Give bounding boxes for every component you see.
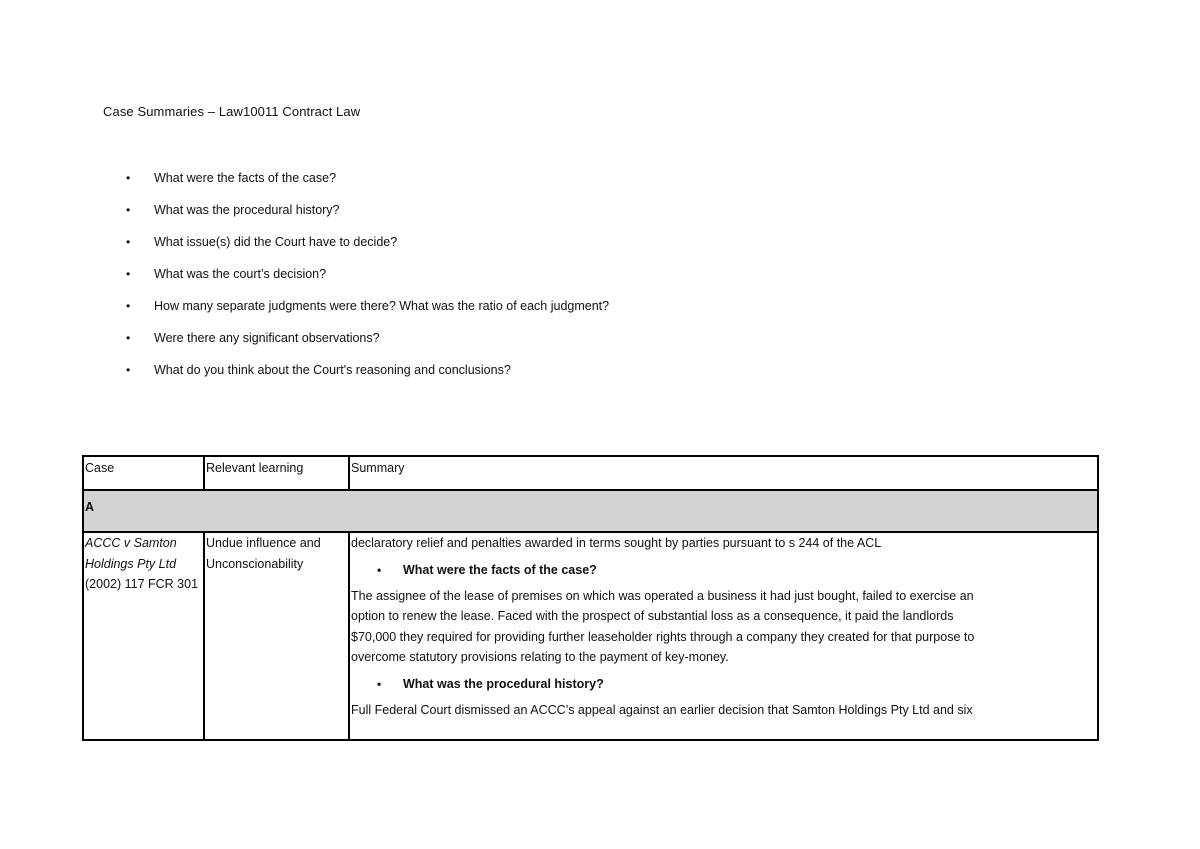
bullet-icon: • xyxy=(126,171,131,185)
question-text: Were there any significant observations? xyxy=(154,331,380,345)
bullet-icon: • xyxy=(126,267,131,281)
question-text: What were the facts of the case? xyxy=(154,171,337,185)
history-line: Full Federal Court dismissed an ACCC’s appeal against an earlier decision that Samton Holdings Pty Ltd and six xyxy=(351,702,973,717)
history-heading-text: What was the procedural history? xyxy=(403,676,604,691)
document-title: Case Summaries – Law10011 Contract Law xyxy=(103,104,361,119)
header-summary: Summary xyxy=(349,456,1098,490)
table-header-row xyxy=(83,456,1098,490)
question-text: What was the procedural history? xyxy=(154,203,340,217)
header-learning: Relevant learning xyxy=(204,456,349,490)
summary-intro: declaratory relief and penalties awarded in terms sought by parties pursuant to s 244 of the ACL xyxy=(351,536,882,550)
facts-line: $70,000 they required for providing further leaseholder rights through a company they created for that purpose to xyxy=(351,629,975,644)
header-case: Case xyxy=(83,456,204,490)
bullet-icon: • xyxy=(126,363,131,377)
facts-paragraph xyxy=(351,586,1096,668)
bullet-icon: • xyxy=(126,299,131,313)
question-text: How many separate judgments were there? What was the ratio of each judgment? xyxy=(154,299,610,313)
case-table xyxy=(82,455,1099,741)
section-letter: A xyxy=(83,490,1098,532)
facts-line: option to renew the lease. Faced with the prospect of substantial loss as a consequence, it paid the landlords xyxy=(351,609,954,623)
case-name: ACCC v Samton Holdings Pty Ltd xyxy=(85,536,177,571)
case-citation: (2002) 117 FCR 301 xyxy=(85,577,199,591)
question-text: What was the court’s decision? xyxy=(154,267,327,281)
table-row xyxy=(83,532,1098,740)
case-cell xyxy=(83,532,204,740)
facts-heading xyxy=(351,554,1096,586)
bullet-icon: • xyxy=(126,331,131,345)
facts-line: The assignee of the lease of premises on which was operated a business it had just bought, failed to exercise an xyxy=(351,588,974,603)
bullet-icon: • xyxy=(126,235,131,249)
summary-cell xyxy=(349,532,1098,740)
question-text: What issue(s) did the Court have to decide? xyxy=(154,235,398,249)
facts-line: overcome statutory provisions relating to the payment of key-money. xyxy=(351,650,729,664)
facts-heading-text: What were the facts of the case? xyxy=(403,562,597,577)
section-row xyxy=(83,490,1098,532)
bullet-icon: • xyxy=(126,203,131,217)
question-text: What do you think about the Court's reasoning and conclusions? xyxy=(154,363,511,377)
history-heading xyxy=(351,668,1096,700)
bullet-icon: • xyxy=(377,562,382,577)
learning-cell: Undue influence and Unconscionability xyxy=(204,532,349,740)
bullet-icon: • xyxy=(377,676,382,691)
